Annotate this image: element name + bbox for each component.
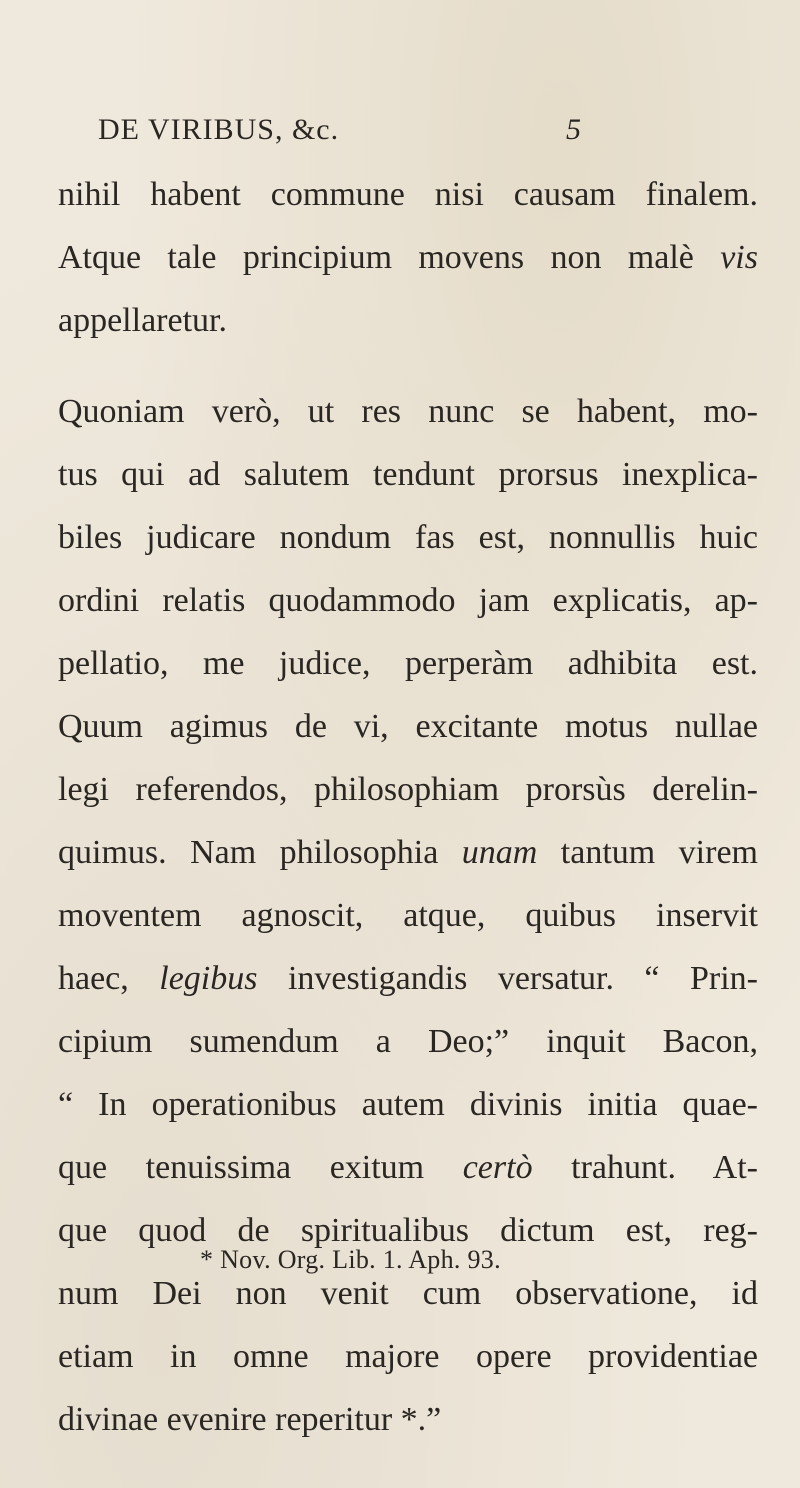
paragraph-1 bbox=[58, 163, 758, 352]
text-line: biles judicare nondum fas est, nonnullis huic bbox=[58, 519, 758, 556]
text-line: tus qui ad salutem tendunt prorsus inexplica- bbox=[58, 456, 758, 493]
text-line: “ In operationibus autem divinis initia quae- bbox=[58, 1086, 758, 1123]
footnote: * Nov. Org. Lib. 1. Aph. 93. bbox=[200, 1245, 501, 1274]
text-line: haec, legibus investigandis versatur. “ Prin- bbox=[58, 960, 758, 997]
running-head: DE VIRIBUS, &c. bbox=[98, 113, 340, 146]
text-line: cipium sumendum a Deo;” inquit Bacon, bbox=[58, 1023, 758, 1060]
text-line: Quum agimus de vi, excitante motus nullae bbox=[58, 708, 758, 745]
page-number: 5 bbox=[566, 113, 581, 146]
text-line: que quod de spiritualibus dictum est, reg- bbox=[58, 1212, 758, 1249]
text-line: num Dei non venit cum observatione, id bbox=[58, 1275, 758, 1312]
text-line: moventem agnoscit, atque, quibus inservit bbox=[58, 897, 758, 934]
text-line: divinae evenire reperitur *.” bbox=[58, 1401, 442, 1438]
text-line: que tenuissima exitum certò trahunt. At- bbox=[58, 1149, 758, 1186]
text-line: Quoniam verò, ut res nunc se habent, mo- bbox=[58, 393, 758, 430]
text-line: Atque tale principium movens non malè vis bbox=[58, 239, 758, 276]
text-line: etiam in omne majore opere providentiae bbox=[58, 1338, 758, 1375]
page-header bbox=[98, 113, 581, 153]
text-line: pellatio, me judice, perperàm adhibita est. bbox=[58, 645, 758, 682]
text-line: legi referendos, philosophiam prorsùs derelin- bbox=[58, 771, 758, 808]
text-line: quimus. Nam philosophia unam tantum virem bbox=[58, 834, 758, 871]
paragraph-2 bbox=[58, 380, 758, 1451]
text-line: appellaretur. bbox=[58, 302, 227, 339]
text-line: nihil habent commune nisi causam finalem. bbox=[58, 176, 758, 213]
text-line: ordini relatis quodammodo jam explicatis, ap- bbox=[58, 582, 758, 619]
